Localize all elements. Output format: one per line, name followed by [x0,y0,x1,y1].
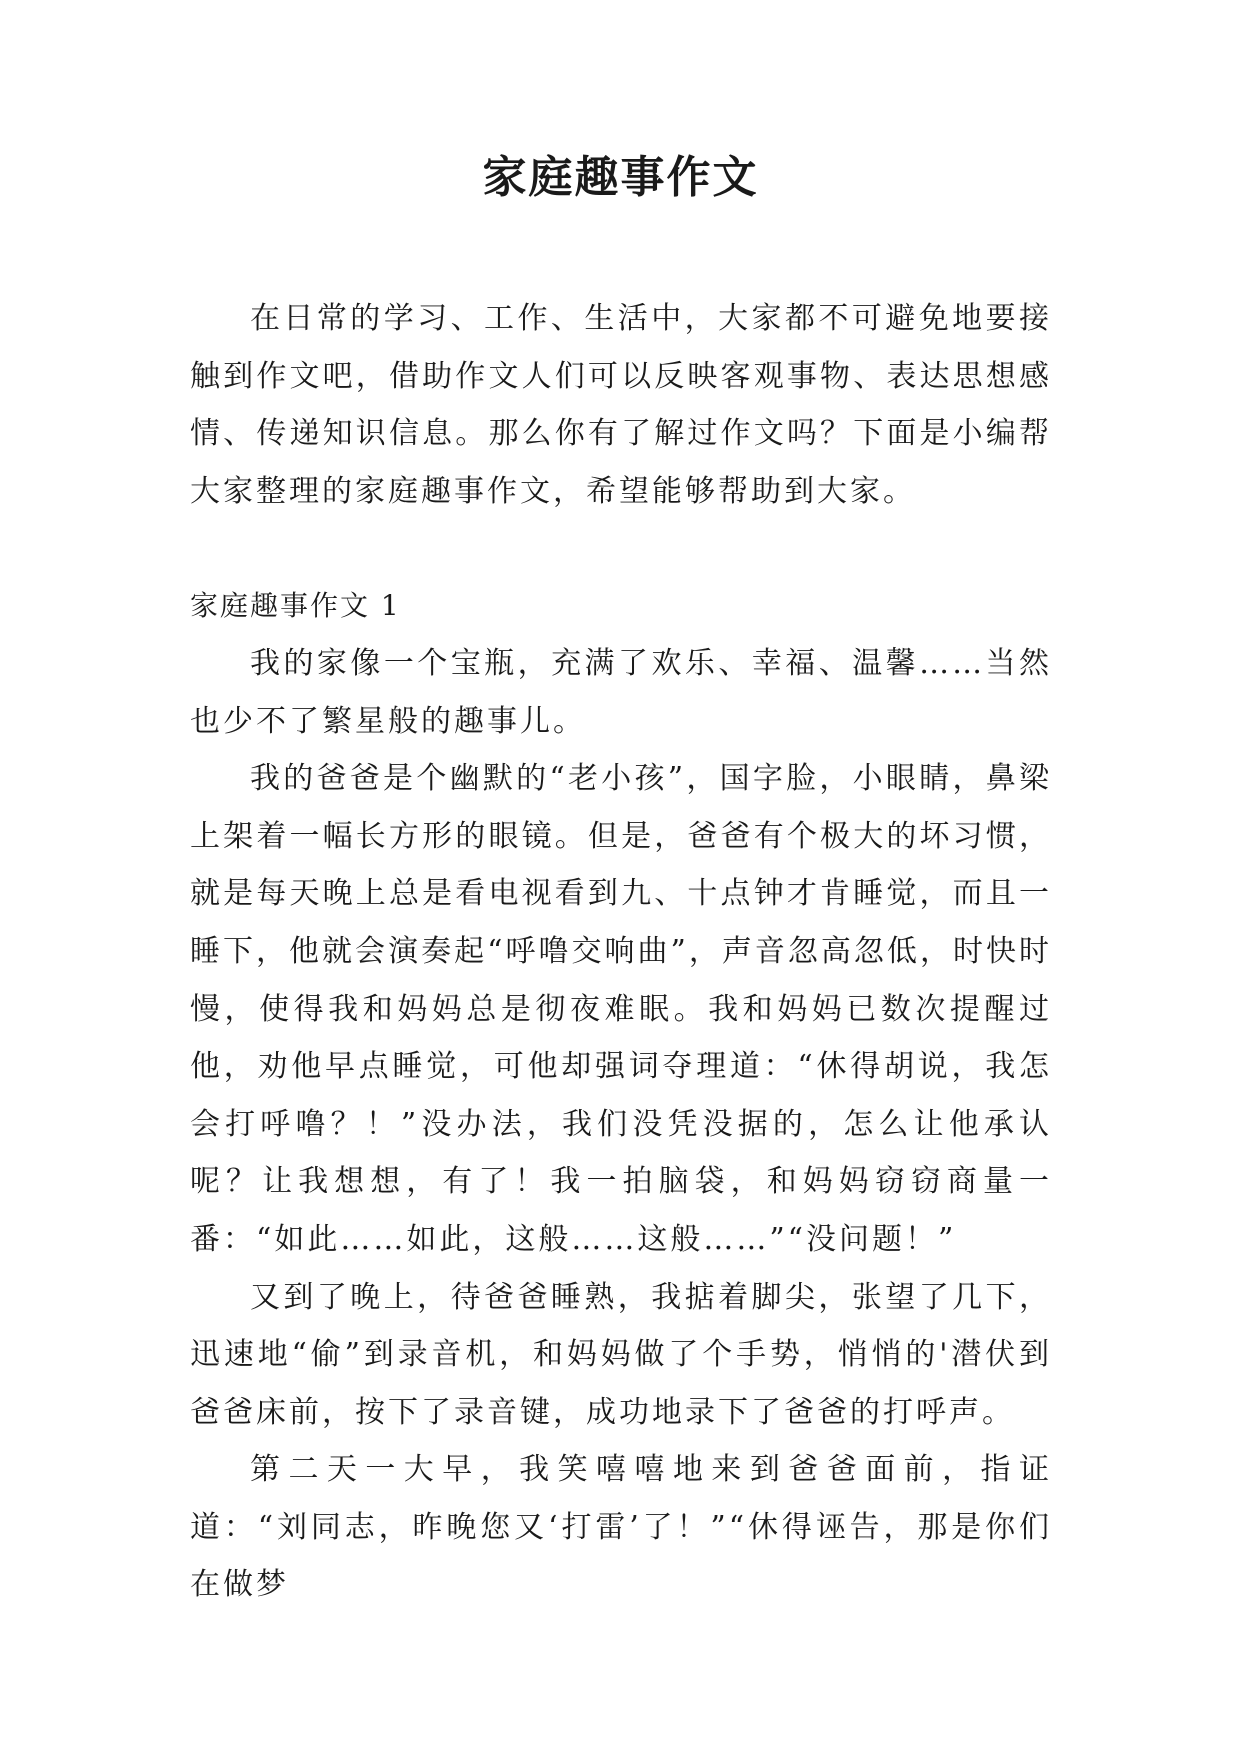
body-paragraph: 又到了晚上，待爸爸睡熟，我掂着脚尖，张望了几下，迅速地“偷”到录音机，和妈妈做了个手势，悄悄的'潜伏到爸爸床前，按下了录音键，成功地录下了爸爸的打呼声。 [190,1279,1052,1430]
body-paragraph: 第二天一大早，我笑嘻嘻地来到爸爸面前，指证道：“刘同志，昨晚您又‘打雷’了！”“休得诬告，那是你们在做梦 [190,1452,1052,1603]
intro-paragraph: 在日常的学习、工作、生活中，大家都不可避免地要接触到作文吧，借助作文人们可以反映客观事物、表达思想感情、传递知识信息。那么你有了解过作文吗？下面是小编帮大家整理的家庭趣事作文，希望能够帮助到大家。 [190,301,1052,509]
document-body [190,290,1052,1614]
body-paragraph: 我的爸爸是个幽默的“老小孩”，国字脸，小眼睛，鼻梁上架着一幅长方形的眼镜。但是，爸爸有个极大的坏习惯，就是每天晚上总是看电视看到九、十点钟才肯睡觉，而且一睡下，他就会演奏起“呼噜交响曲”，声音忽高忽低，时快时慢，使得我和妈妈总是彻夜难眠。我和妈妈已数次提醒过他，劝他早点睡觉，可他却强词夺理道：“休得胡说，我怎会打呼噜？！”没办法，我们没凭没据的，怎么让他承认呢？让我想想，有了！我一拍脑袋，和妈妈窃窃商量一番：“如此……如此，这般……这般……”“没问题！” [190,761,1052,1257]
section-heading: 家庭趣事作文 1 [190,589,401,623]
document-title: 家庭趣事作文 [482,152,759,203]
body-paragraph: 我的家像一个宝瓶，充满了欢乐、幸福、温馨……当然也少不了繁星般的趣事儿。 [190,645,1052,739]
